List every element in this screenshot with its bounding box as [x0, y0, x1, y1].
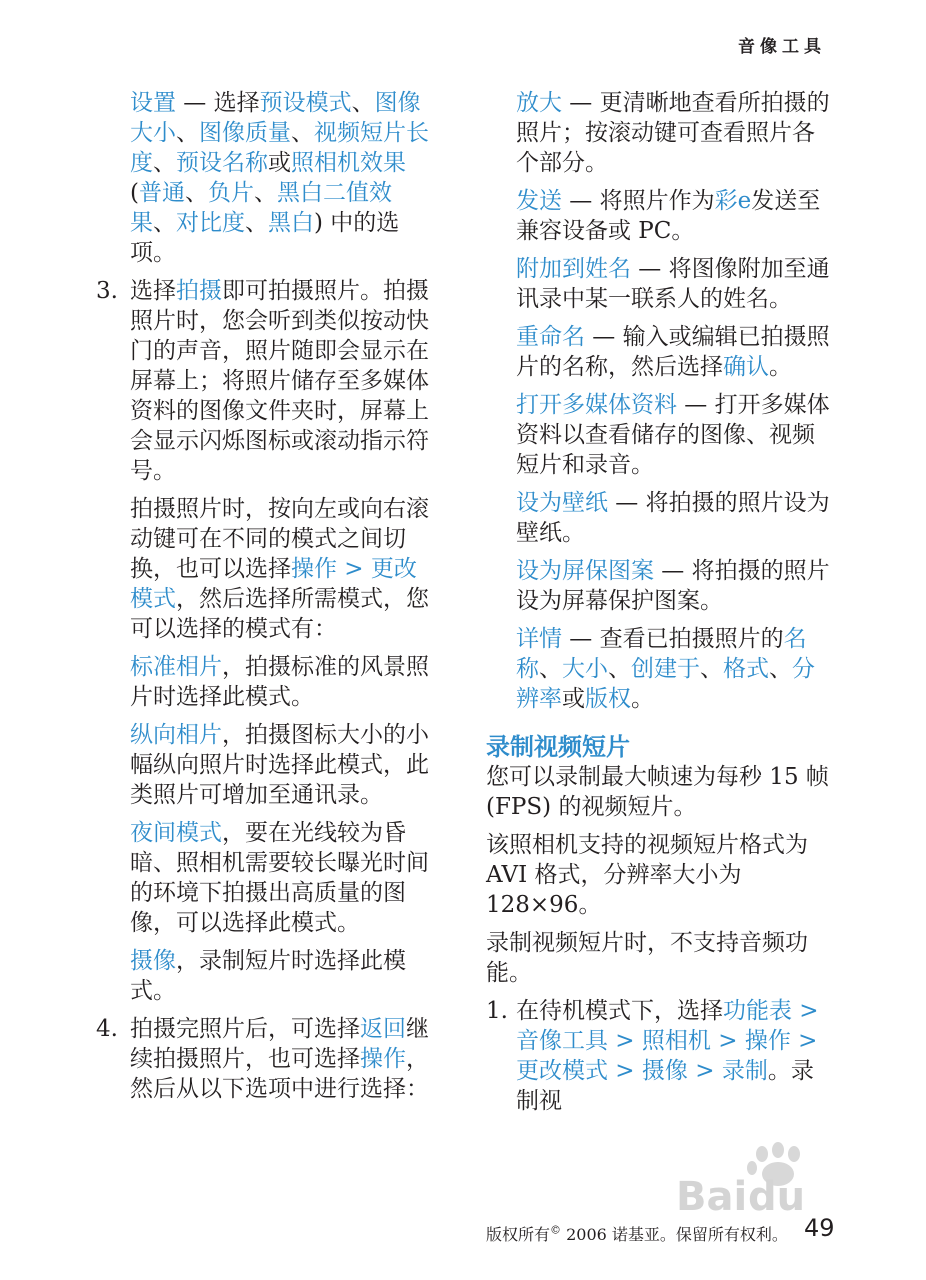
body-text: (: [130, 180, 139, 206]
option-gallery: [486, 390, 836, 480]
svg-text:du: du: [748, 1174, 806, 1220]
mode-portrait: [96, 720, 436, 810]
menu-term: 创建于: [631, 656, 700, 682]
body-text: 。录制视: [516, 1058, 814, 1114]
body-text: — 输入或编辑已拍摄照片的名称，然后选择: [516, 324, 830, 380]
section-title: 录制视频短片: [486, 733, 630, 761]
menu-term: 附加到姓名: [516, 256, 631, 282]
menu-term: 视频短片长度: [130, 120, 429, 176]
audio-paragraph: 录制视频短片时，不支持音频功能。: [486, 930, 808, 986]
body-text: 、: [351, 90, 375, 116]
step-number: 4.: [96, 1016, 118, 1042]
running-header: 音像工具: [738, 37, 826, 57]
body-text: ) 中的选项。: [130, 210, 400, 266]
step-4-text: [130, 1016, 429, 1102]
modes-paragraph: [96, 494, 436, 644]
menu-term: 照相机: [641, 1028, 711, 1054]
menu-term: 确认: [723, 354, 769, 380]
menu-term: 重命名: [516, 324, 585, 350]
body-text: 选择: [130, 278, 176, 304]
body-text: — 查看已拍摄照片的: [562, 626, 784, 652]
body-text: 、: [608, 656, 631, 682]
menu-term: >: [687, 1058, 722, 1084]
body-text: 、: [700, 656, 723, 682]
menu-term: 大小: [562, 656, 608, 682]
menu-term: 对比度: [176, 210, 245, 236]
body-text: — 将拍摄的照片设为屏幕保护图案。: [516, 558, 830, 614]
step-number: 1.: [486, 998, 508, 1024]
menu-term: 摄像: [130, 948, 176, 974]
body-text: 发送至兼容设备或 PC。: [516, 188, 821, 244]
mode-night: [96, 818, 436, 938]
menu-term: >: [790, 1028, 818, 1054]
copyright-footer: 版权所有© 2006 诺基亚。保留所有权利。: [486, 1223, 788, 1244]
menu-term: 发送: [516, 188, 562, 214]
body-text: ，录制短片时选择此模式。: [130, 948, 406, 1004]
mode-video: [96, 946, 436, 1006]
menu-term: 音像工具: [516, 1028, 608, 1054]
menu-term: 标准相片: [130, 654, 222, 680]
menu-term: 打开多媒体资料: [516, 392, 677, 418]
body-text: 、: [176, 120, 199, 146]
body-text: ，拍摄标准的风景照片时选择此模式。: [130, 654, 429, 710]
menu-term: 预设模式: [259, 90, 352, 116]
step-1: [486, 996, 836, 1116]
body-text: 即可拍摄照片。拍摄照片时，您会听到类似按动快门的声音，照片随即会显示在屏幕上；将照片储存至多媒体资料的图像文件夹时，屏幕上会显示闪烁图标或滚动指示符号。: [130, 278, 429, 484]
body-text: — 将拍摄的照片设为壁纸。: [516, 490, 830, 546]
body-text: 或: [562, 686, 585, 712]
body-text: 、: [153, 150, 176, 176]
menu-term: 分辨率: [516, 656, 815, 712]
option-details: [486, 624, 836, 714]
menu-term: 更改模式: [130, 556, 417, 612]
menu-term: 夜间模式: [130, 820, 222, 846]
copyright-symbol: ©: [550, 1223, 562, 1237]
option-screensaver: [486, 556, 836, 616]
menu-term: 照相机效果: [291, 150, 406, 176]
settings-paragraph: [96, 88, 436, 268]
menu-term: 录制: [721, 1058, 768, 1084]
body-text: — 更清晰地查看所拍摄的照片；按滚动键可查看照片各个部分。: [516, 90, 830, 176]
body-text: ，然后选择所需模式，您可以选择的模式有：: [130, 586, 429, 642]
body-text: 、: [253, 180, 277, 206]
step-1-text: [516, 998, 819, 1114]
left-column: [96, 88, 436, 1112]
menu-term: 操作: [360, 1046, 406, 1072]
menu-term: 功能表: [723, 998, 792, 1024]
menu-term: 格式: [723, 656, 769, 682]
body-text: — 将图像附加至通讯录中某一联系人的姓名。: [516, 256, 830, 312]
body-text: — 选择: [176, 90, 260, 116]
menu-term: 设为壁纸: [516, 490, 608, 516]
mode-standard: [96, 652, 436, 712]
page-number: 49: [804, 1214, 835, 1242]
menu-term: 设置: [130, 90, 176, 116]
step-3: [96, 276, 436, 486]
step-3-text: [130, 278, 429, 484]
body-text: 拍摄完照片后，可选择: [130, 1016, 360, 1042]
menu-term: 彩e: [714, 188, 752, 214]
menu-term: 图像大小: [130, 90, 421, 146]
menu-term: 预设名称: [176, 150, 268, 176]
menu-term: 返回: [360, 1016, 406, 1042]
body-text: 、: [291, 120, 314, 146]
menu-term: >: [337, 556, 371, 582]
option-attach: [486, 254, 836, 314]
menu-term: 设为屏保图案: [516, 558, 654, 584]
option-wallpaper: [486, 488, 836, 548]
body-text: 继续拍摄照片，也可选择: [130, 1016, 429, 1072]
body-text: — 将照片作为: [562, 188, 715, 214]
body-text: 拍摄照片时，按向左或向右滚动键可在不同的模式之间切换，也可以选择: [130, 496, 429, 582]
menu-term: 拍摄: [176, 278, 222, 304]
menu-term: 操作: [744, 1028, 791, 1054]
menu-term: 版权: [585, 686, 631, 712]
body-text: 或: [268, 150, 291, 176]
body-text: 、: [184, 180, 208, 206]
menu-term: 黑白: [268, 210, 314, 236]
body-text: 、: [769, 656, 792, 682]
menu-term: 黑白二值效果: [130, 180, 392, 236]
menu-term: >: [792, 998, 819, 1024]
fps-paragraph: 您可以录制最大帧速为每秒 15 帧 (FPS) 的视频短片。: [486, 764, 829, 820]
option-send: [486, 186, 836, 246]
body-text: 在待机模式下，选择: [516, 998, 723, 1024]
step-4: [96, 1014, 436, 1104]
body-text: 。: [631, 686, 654, 712]
body-text: ，拍摄图标大小的小幅纵向照片时选择此模式，此类照片可增加至通讯录。: [130, 722, 429, 808]
menu-term: >: [608, 1058, 642, 1084]
watermark-logo: [670, 1140, 870, 1220]
menu-term: >: [710, 1028, 745, 1054]
menu-term: 放大: [516, 90, 562, 116]
body-text: 。: [769, 354, 792, 380]
body-text: ，要在光线较为昏暗、照相机需要较长曝光时间的环境下拍摄出高质量的图像，可以选择此模式。: [130, 820, 429, 936]
menu-term: 纵向相片: [130, 722, 222, 748]
svg-text:Bai: Bai: [676, 1174, 748, 1220]
body-text: 、: [245, 210, 268, 236]
menu-term: 普通: [138, 180, 185, 206]
body-text: — 打开多媒体资料以查看储存的图像、视频短片和录音。: [516, 392, 830, 478]
option-zoom: [486, 88, 836, 178]
right-column: [486, 88, 836, 1124]
menu-term: 摄像: [641, 1058, 688, 1084]
menu-term: >: [608, 1028, 642, 1054]
menu-term: 名称: [516, 626, 807, 682]
step-number: 3.: [96, 278, 118, 304]
menu-term: 操作: [291, 556, 337, 582]
menu-term: 更改模式: [516, 1058, 608, 1084]
body-text: 、: [539, 656, 562, 682]
menu-term: 详情: [516, 626, 562, 652]
body-text: ，然后从以下选项中进行选择：: [130, 1046, 429, 1102]
menu-term: 负片: [207, 180, 254, 206]
menu-term: 图像质量: [199, 120, 291, 146]
format-paragraph: 该照相机支持的视频短片格式为 AVI 格式，分辨率大小为 128×96。: [486, 832, 808, 918]
body-text: 、: [153, 210, 176, 236]
option-rename: [486, 322, 836, 382]
